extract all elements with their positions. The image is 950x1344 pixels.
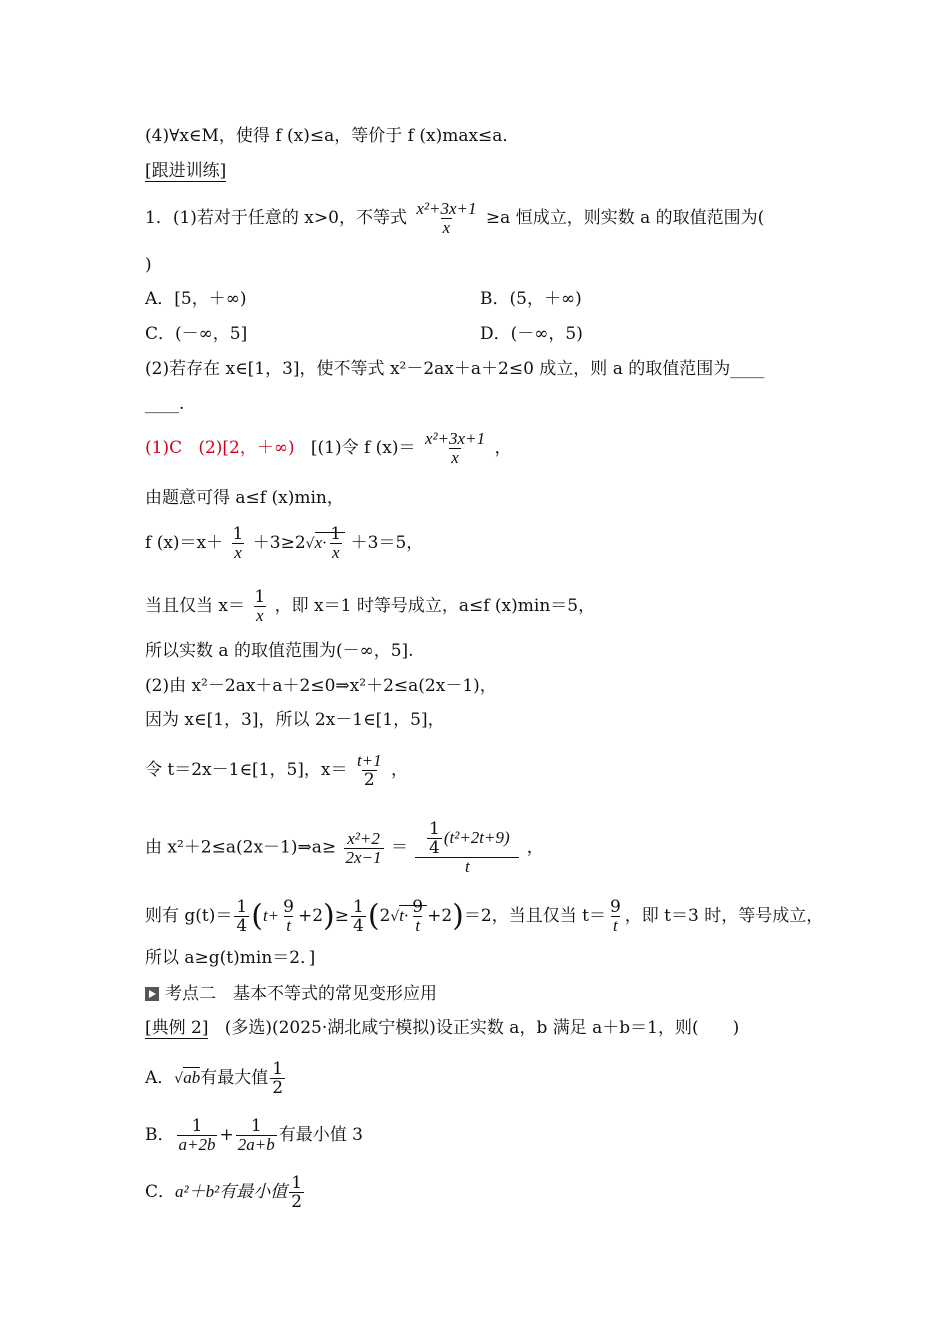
right-paren-icon: ) [323, 898, 335, 934]
example-text: (多选)(2025·湖北咸宁模拟)设正实数 a，b 满足 a＋b＝1，则( ) [224, 1018, 740, 1038]
answer-line-1 [145, 430, 511, 467]
l10-quarter-1 [234, 898, 249, 935]
left-paren-icon: ( [251, 898, 263, 934]
l10-b: t+ [262, 906, 280, 925]
solution-line-7: 因为 x∈[1，3]，所以 2x－1∈[1，5]， [145, 710, 445, 730]
l10-ge: ≥ [334, 906, 349, 926]
q1-paren-close: ) [145, 255, 152, 275]
l10-quarter-2 [351, 898, 366, 935]
ex-a-half [270, 1060, 285, 1097]
sqrt-icon: √ [174, 1071, 184, 1087]
l9-comma: ， [526, 837, 544, 858]
l9-quarter [427, 820, 442, 857]
ex-a-root: ab [183, 1068, 201, 1087]
solution-line-5: 所以实数 a 的取值范围为(－∞，5]. [145, 641, 414, 661]
l9-frac-den: 2x−1 [345, 847, 382, 867]
ex-b-plus: + [219, 1125, 234, 1145]
solution-line-8 [145, 752, 408, 789]
l10-c: +2 [297, 906, 324, 926]
l10-f: ＝2，当且仅当 t＝ [463, 906, 606, 926]
l4-a: 当且仅当 x＝ [145, 596, 245, 616]
l3-frac-num: 1 [232, 524, 244, 544]
l9-big-den: t [415, 857, 519, 876]
q1-part2: (2)若存在 x∈[1，3]，使不等式 x²－2ax＋a＋2≤0 成立，则 a 的取值范围为____ [145, 359, 765, 379]
l3-radicand [314, 524, 346, 562]
ex-b-suffix: 有最小值 3 [278, 1125, 363, 1145]
example-option-c [145, 1174, 306, 1211]
right-paren-icon: ) [452, 898, 464, 934]
practice-tag [145, 160, 226, 182]
q1-frac-num: x²+3x+1 [416, 199, 477, 218]
l10-root-frac [410, 898, 425, 935]
ex-a-half-den: 2 [272, 1078, 284, 1098]
q1-fraction [414, 200, 478, 237]
l3-frac [231, 525, 246, 562]
q1-part2-cont: ____. [145, 394, 185, 414]
l9-big-frac [415, 820, 519, 876]
l4-frac [252, 588, 267, 625]
l10-radicand [399, 897, 427, 935]
q1-part1 [145, 200, 764, 237]
ex-b-prefix: B． [145, 1125, 175, 1145]
answer-2: (2)[2，＋∞) [198, 438, 295, 458]
l9-frac-num: x²+2 [347, 828, 380, 848]
l3-root-den: x [332, 543, 340, 562]
solution-line-3 [145, 525, 423, 562]
l9-big-num [423, 820, 512, 857]
l8-frac-num: t+1 [356, 751, 382, 770]
ex-b-num2: 1 [250, 1116, 262, 1136]
ex-c-prefix: C． [145, 1182, 176, 1202]
l3-frac-den: x [234, 543, 242, 562]
l10-a: 则有 g(t)＝ [145, 906, 233, 926]
option-d: D．(－∞，5) [480, 324, 583, 344]
l10-g: ，即 t＝3 时，等号成立， [624, 906, 824, 926]
ex-a-suffix: 有最大值 [200, 1068, 269, 1088]
l8-frac [355, 752, 384, 789]
ex-c-mid: a²＋b²有最小值 [175, 1182, 288, 1201]
ex-a-half-num: 1 [272, 1059, 284, 1079]
l9-q-den: 4 [429, 838, 440, 858]
solution-line-6: (2)由 x²－2ax＋a＋2≤0⇒x²＋2≤a(2x－1)， [145, 676, 497, 696]
l9-frac [344, 830, 384, 867]
l8-a: 令 t＝2x－1∈[1，5]，x＝ [145, 760, 348, 780]
l8-frac-den: 2 [363, 770, 375, 790]
l9-eq: ＝ [390, 837, 408, 858]
l10-eq-den: t [613, 916, 618, 935]
solution-line-9 [145, 820, 544, 876]
ex-a-prefix: A． [145, 1068, 175, 1088]
l10-q2-den: 4 [353, 916, 364, 936]
solution-line-10 [145, 898, 823, 935]
option-c: C．(－∞，5] [145, 324, 248, 344]
l3-a: f (x)＝x＋ [145, 533, 224, 553]
ex-b-den2: 2a+b [237, 1135, 275, 1154]
l9-a: 由 x²＋2≤a(2x－1)⇒a≥ [145, 837, 337, 858]
l3-root-num: 1 [330, 524, 342, 544]
play-icon [145, 987, 159, 1001]
solution-line-11: 所以 a≥g(t)min＝2．] [145, 948, 316, 968]
ex-c-half [289, 1174, 304, 1211]
solution-line-4 [145, 588, 595, 625]
l10-root: t· [399, 906, 409, 925]
answer-1: (1)C [145, 438, 183, 458]
l10-q1-den: 4 [236, 916, 248, 936]
option-a: A．[5，＋∞) [145, 289, 247, 309]
l3-c: ＋3＝5， [350, 533, 424, 553]
ex-c-half-num: 1 [291, 1173, 303, 1193]
section-title: 考点二 基本不等式的常见变形应用 [165, 984, 437, 1004]
l10-d: 2 [379, 906, 391, 926]
q1-part1-prefix: 1．(1)若对于任意的 x>0，不等式 [145, 208, 407, 228]
q1-part1-suffix: ≥a 恒成立，则实数 a 的取值范围为( [485, 208, 765, 228]
l10-q2-num: 1 [353, 897, 364, 917]
ex-b-den1: a+2b [178, 1135, 216, 1154]
solution-line-2: 由题意可得 a≤f (x)min， [145, 488, 344, 508]
l10-t: t [286, 916, 291, 935]
l10-e: +2 [427, 906, 453, 926]
example-2 [145, 1017, 739, 1039]
l9-q-num: 1 [429, 819, 440, 839]
section-heading [145, 983, 437, 1005]
solution-open: [(1)令 f (x)＝ [310, 438, 416, 458]
example-tag: [典例 2] [145, 1018, 209, 1038]
example-option-b [145, 1117, 363, 1154]
practice-tag-label: [跟进训练] [145, 161, 227, 181]
example-option-a [145, 1060, 287, 1097]
sqrt-icon: √ [305, 536, 315, 552]
l4-frac-num: 1 [254, 587, 266, 607]
l10-root-num: 9 [412, 897, 424, 917]
l10-eq-frac [608, 898, 623, 935]
q1-frac-den: x [442, 218, 451, 237]
l4-b: ，即 x＝1 时等号成立，a≤f (x)min＝5， [274, 596, 596, 616]
l3-b: ＋3≥2 [252, 533, 306, 553]
l3-root-frac [328, 525, 343, 562]
l9-paren: (t²+2t+9) [443, 828, 510, 847]
solution-comma: ， [494, 438, 512, 458]
ex-b-num1: 1 [191, 1116, 203, 1136]
l10-q1-num: 1 [236, 897, 248, 917]
l8-b: ， [391, 760, 409, 780]
left-paren-icon: ( [367, 898, 380, 934]
solution-fraction [423, 430, 487, 467]
sol-frac-den: x [451, 448, 459, 467]
l3-root-a: x· [314, 533, 327, 552]
ex-c-half-den: 2 [291, 1192, 303, 1212]
option-b: B．(5，＋∞) [480, 289, 582, 309]
sqrt-icon: √ [390, 909, 400, 925]
ex-b-frac-2 [236, 1117, 277, 1154]
l10-eq-num: 9 [609, 897, 621, 917]
intro-item-4: (4)∀x∈M，使得 f (x)≤a，等价于 f (x)max≤a． [145, 126, 520, 146]
l4-frac-den: x [256, 606, 264, 625]
l10-nine-over-t [281, 898, 296, 935]
ex-b-frac-1 [177, 1117, 218, 1154]
l10-root-den: t [415, 916, 421, 935]
l10-nine: 9 [283, 897, 294, 917]
sol-frac-num: x²+3x+1 [424, 429, 486, 448]
